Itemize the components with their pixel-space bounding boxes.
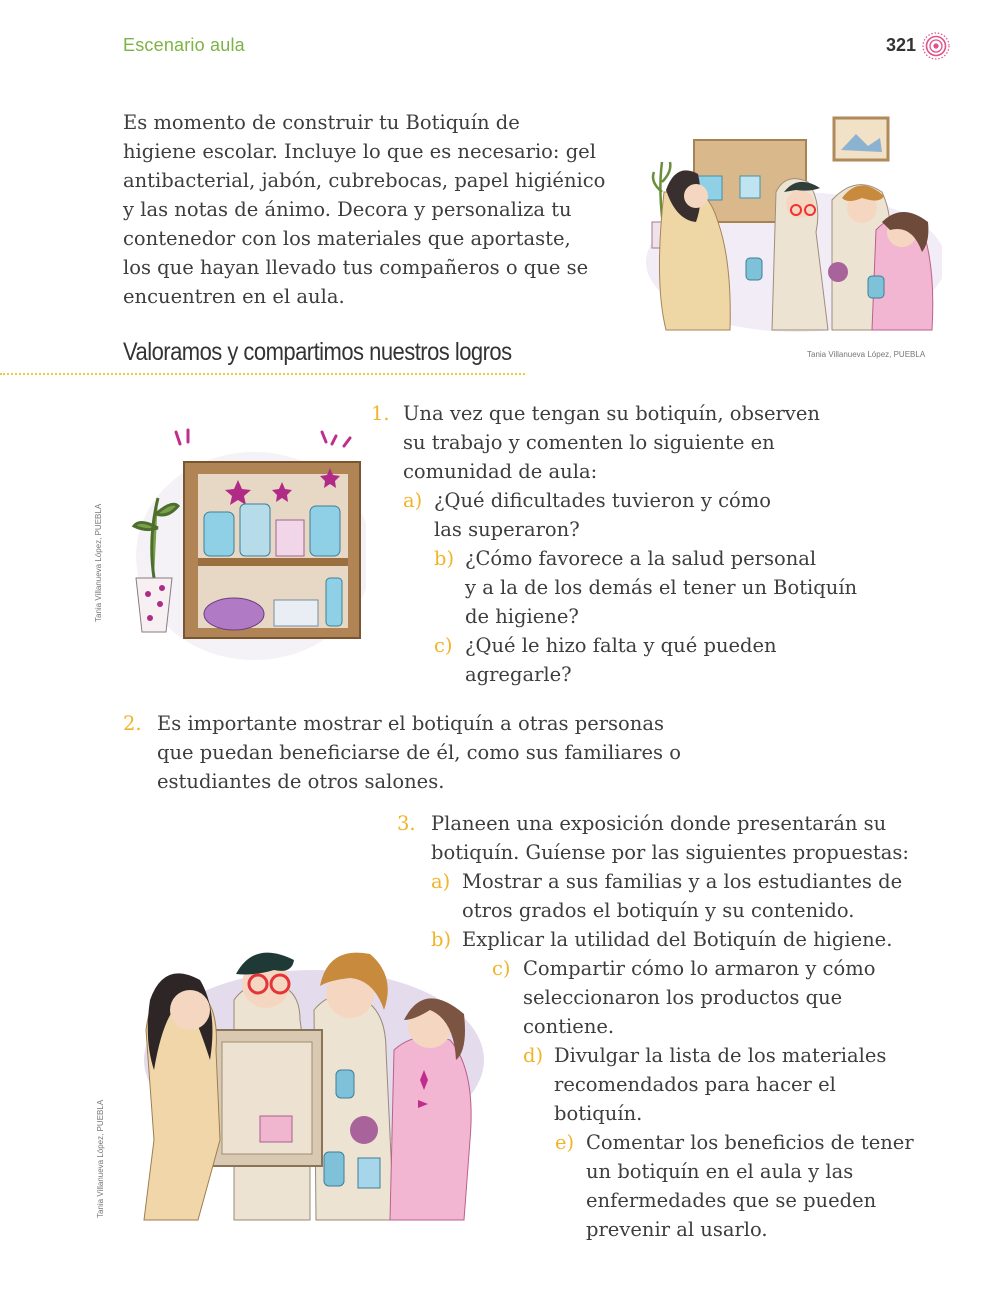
sun-ornament-icon (921, 31, 951, 61)
sub-question-line: agregarle? (465, 663, 572, 686)
question-2 (123, 709, 723, 796)
sub-question-a (431, 867, 937, 925)
children-presentation-illustration (124, 940, 488, 1224)
illustration-credit: Tania Villanueva López, PUEBLA (807, 350, 926, 359)
sub-question-line: un botiquín en el aula y las (586, 1160, 854, 1183)
question-number: 1. (371, 402, 390, 425)
question-3-stem (397, 809, 937, 867)
section-label: Escenario aula (123, 35, 245, 55)
intro-line: y las notas de ánimo. Decora y personaliza tu (123, 198, 572, 221)
sub-question-line: Explicar la utilidad del Botiquín de higiene. (462, 928, 893, 951)
sub-question-line: contiene. (523, 1015, 615, 1038)
question-1-stem (371, 399, 891, 486)
sub-question-line: ¿Qué dificultades tuvieron y cómo (434, 489, 771, 512)
sub-question-e (555, 1128, 937, 1244)
question-line: Planeen una exposición donde presentarán su (431, 812, 887, 835)
sub-question-line: y a la de los demás el tener un Botiquín (465, 576, 858, 599)
sub-question-line: ¿Cómo favorece a la salud personal (465, 547, 817, 570)
sub-question-d (523, 1041, 937, 1128)
intro-line: Es momento de construir tu Botiquín de (123, 111, 520, 134)
sub-question-letter: b) (431, 928, 452, 951)
sub-question-letter: e) (555, 1131, 575, 1154)
intro-paragraph (123, 108, 618, 311)
sub-question-letter: a) (403, 489, 423, 512)
question-line: su trabajo y comenten lo siguiente en (403, 431, 775, 454)
sub-question-line: seleccionaron los productos que (523, 986, 843, 1009)
sub-question-c (492, 954, 937, 1041)
sub-question-letter: a) (431, 870, 451, 893)
sub-question-b (434, 544, 891, 631)
question-line: comunidad de aula: (403, 460, 598, 483)
sub-question-line: Divulgar la lista de los materiales (554, 1044, 887, 1067)
sub-question-line: de higiene? (465, 605, 579, 628)
sub-question-line: prevenir al usarlo. (586, 1218, 768, 1241)
sub-question-line: enfermedades que se pueden (586, 1189, 877, 1212)
sub-question-line: botiquín. (554, 1102, 643, 1125)
sub-question-line: Mostrar a sus familias y a los estudiantes de (462, 870, 903, 893)
section-title: Valoramos y compartimos nuestros logros (123, 338, 512, 366)
question-number: 2. (123, 712, 142, 735)
sub-question-line: las superaron? (434, 518, 580, 541)
question-line: que puedan beneficiarse de él, como sus familiares o (157, 741, 681, 764)
sub-question-line: ¿Qué le hizo falta y qué pueden (465, 634, 777, 657)
children-cabinet-illustration (636, 112, 942, 334)
page-number: 321 (886, 35, 917, 55)
intro-line: contenedor con los materiales que aportaste, (123, 227, 571, 250)
question-1 (371, 399, 891, 689)
section-divider (0, 373, 525, 375)
sub-question-line: recomendados para hacer el (554, 1073, 836, 1096)
intro-line: higiene escolar. Incluye lo que es necesario: gel (123, 140, 596, 163)
sub-question-letter: c) (492, 957, 511, 980)
question-line: Es importante mostrar el botiquín a otras personas (157, 712, 664, 735)
sub-question-c (434, 631, 891, 689)
intro-line: los que hayan llevado tus compañeros o que se (123, 256, 589, 279)
sub-question-letter: b) (434, 547, 455, 570)
sub-question-line: otros grados el botiquín y su contenido. (462, 899, 855, 922)
illustration-credit: Tania Villanueva López, PUEBLA (94, 503, 103, 622)
first-aid-cabinet-illustration (104, 428, 366, 662)
intro-line: encuentren en el aula. (123, 285, 345, 308)
question-number: 3. (397, 812, 416, 835)
illustration-credit: Tania Villanueva López, PUEBLA (96, 1099, 105, 1218)
question-line: botiquín. Guíense por las siguientes propuestas: (431, 841, 909, 864)
question-line: Una vez que tengan su botiquín, observen (403, 402, 820, 425)
sub-question-line: Comentar los beneficios de tener (586, 1131, 914, 1154)
question-line: estudiantes de otros salones. (157, 770, 445, 793)
sub-question-a (403, 486, 891, 544)
sub-question-letter: c) (434, 634, 453, 657)
sub-question-letter: d) (523, 1044, 544, 1067)
sub-question-b (431, 925, 937, 954)
sub-question-line: Compartir cómo lo armaron y cómo (523, 957, 876, 980)
intro-line: antibacterial, jabón, cubrebocas, papel higiénico (123, 169, 606, 192)
